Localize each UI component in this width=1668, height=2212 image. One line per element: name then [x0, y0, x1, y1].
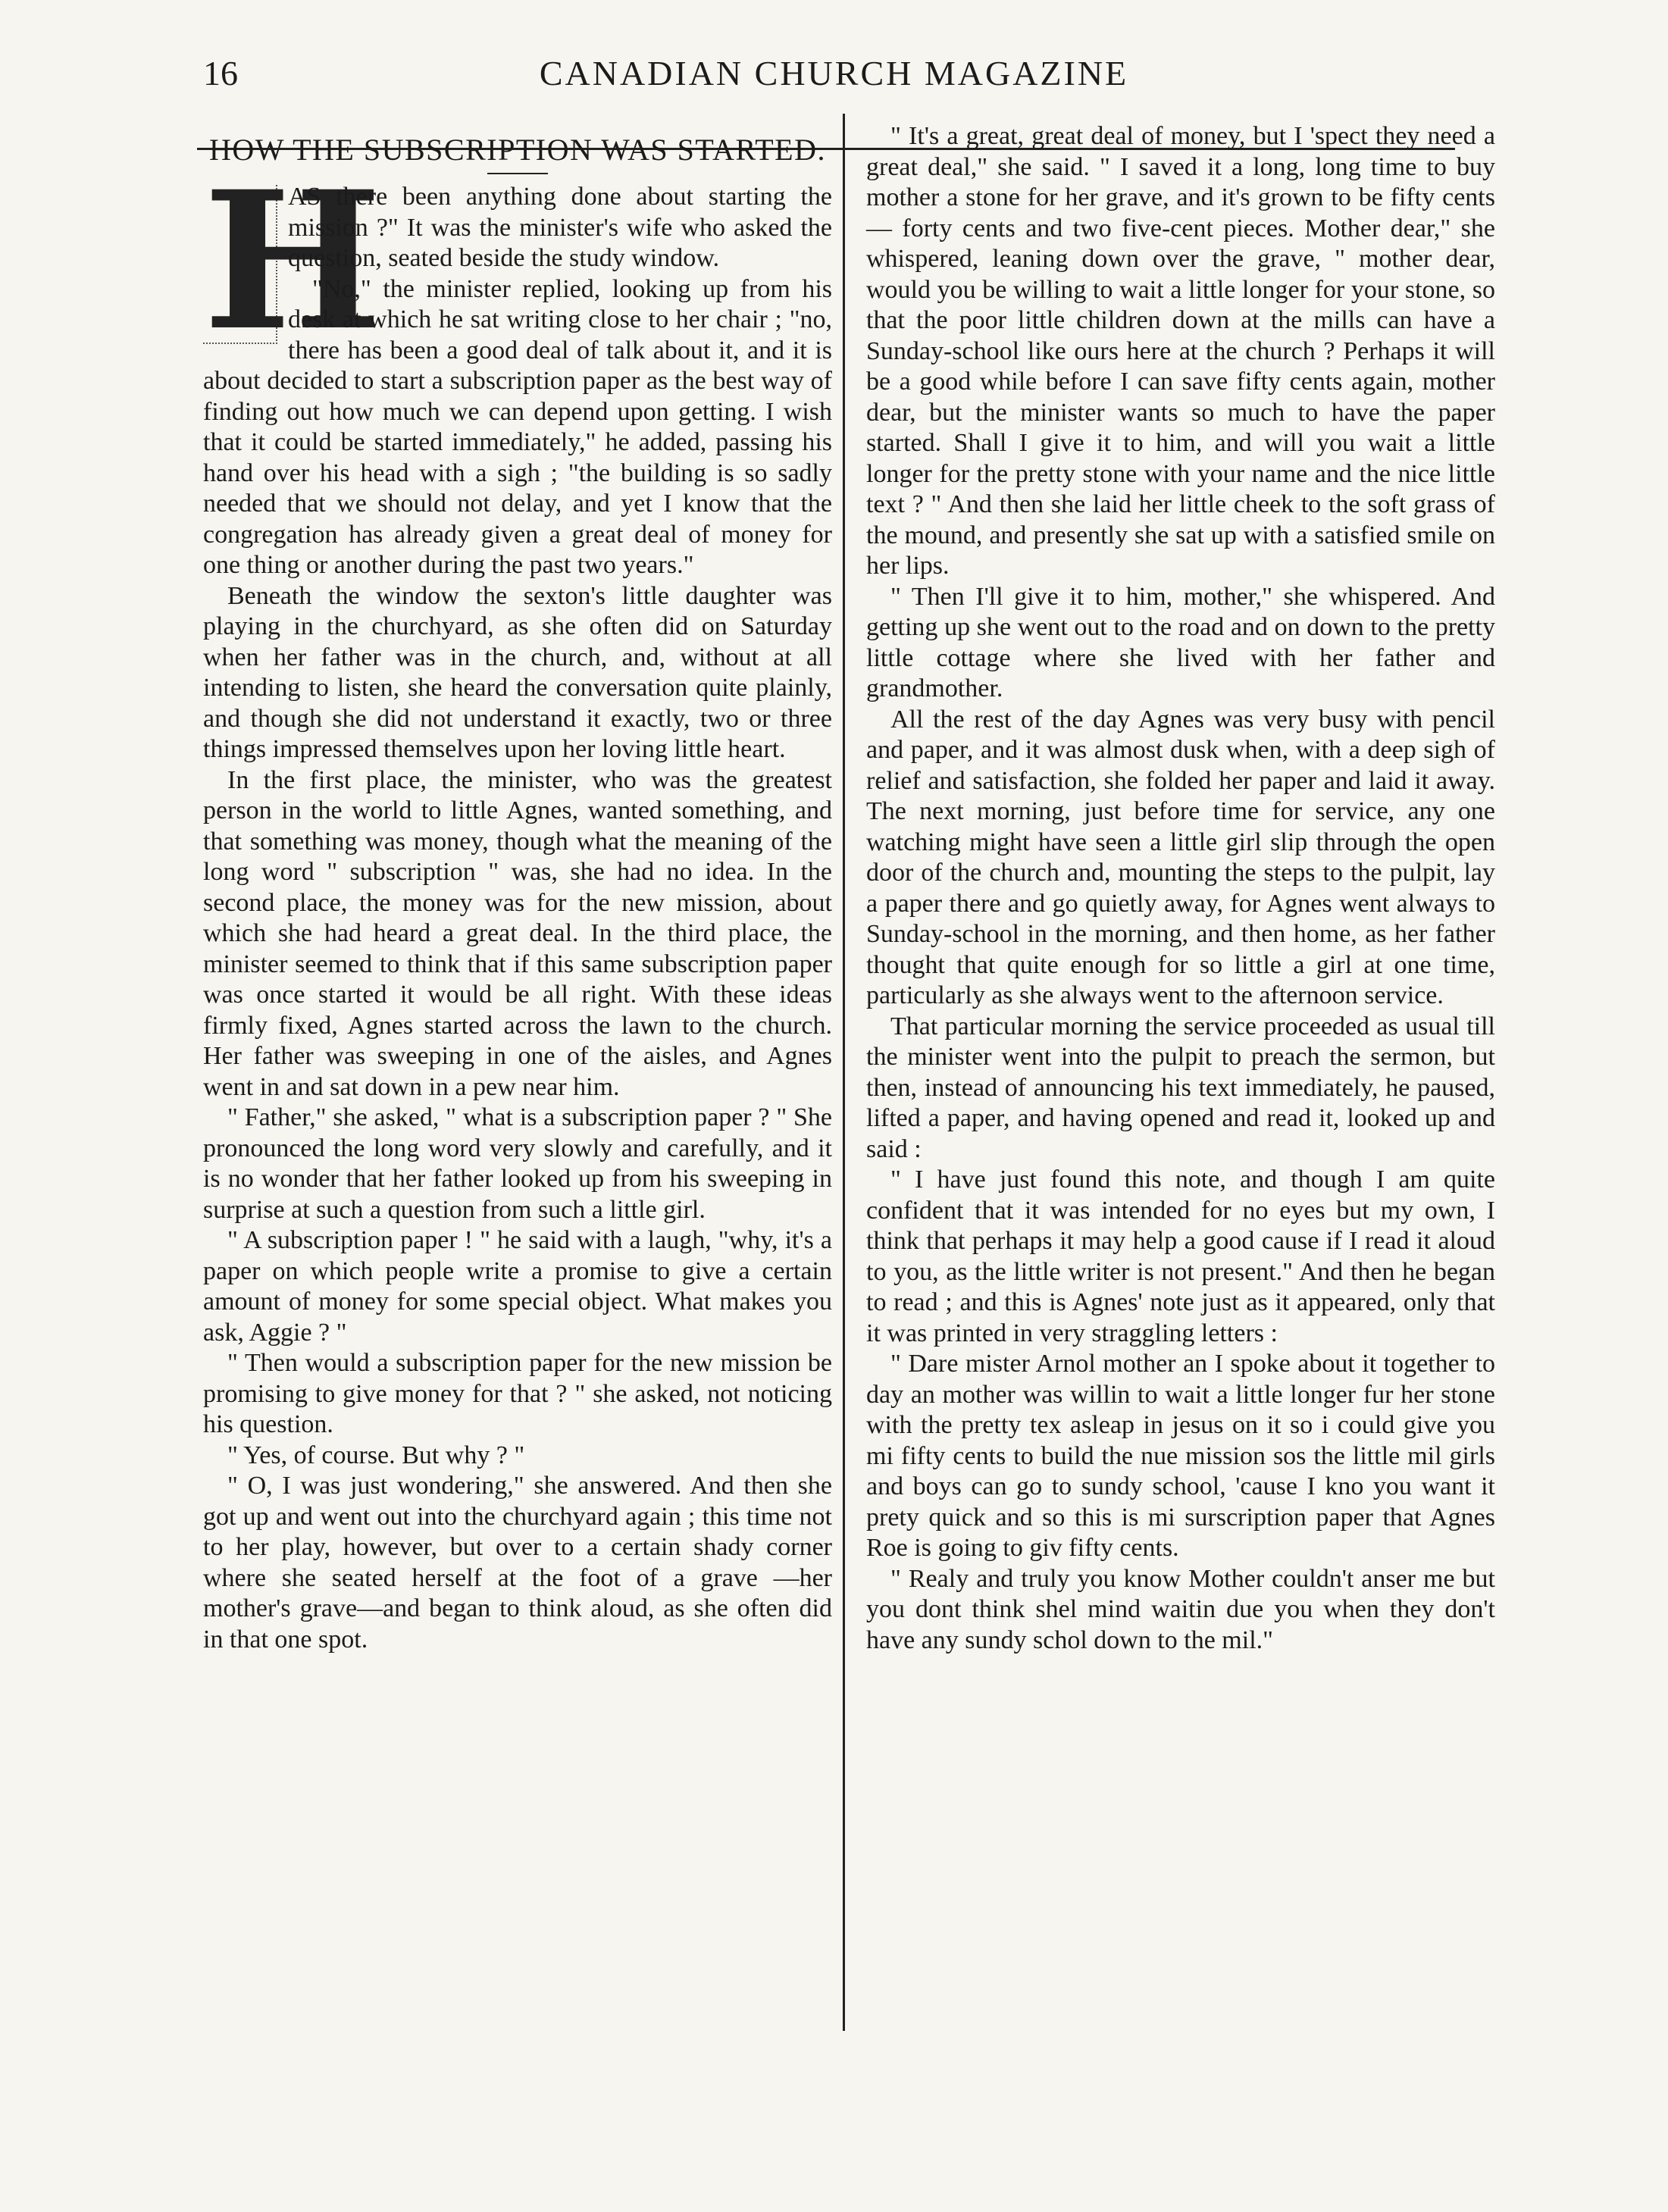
title-rule	[487, 173, 548, 174]
left-column	[203, 121, 832, 1655]
paragraph: All the rest of the day Agnes was very busy with pencil and paper, and it was almost dusk when, with a deep sigh of relief and satisfaction, she folded her paper and laid it away. The next morning, just before time for service, any one watching might have seen a little girl slip through the open door of the church and, mounting the steps to the pulpit, lay a paper there and go quietly away, for Agnes went always to Sunday-school in the morning, and then home, as her father thought that quite enough for so little a girl at one time, particularly as she always went to the afternoon service.	[866, 705, 1495, 1009]
page-number: 16	[203, 54, 238, 92]
paragraph: " A subscription paper ! " he said with a laugh, "why, it's a paper on which people write a promise to give a certain amount of money for some special object. What makes you ask, Aggie ? "	[203, 1226, 832, 1347]
paragraph: " I have just found this note, and though I am quite confident that it was intended for no eyes but my own, I think that perhaps it may help a good cause if I read it aloud to you, as the little writer is not present." And then he began to read ; and this is Agnes' note just as it appeared, only that it was printed in very straggling letters :	[866, 1165, 1495, 1347]
paragraph: " Then would a subscription paper for the new mission be promising to give money for that ? " she asked, not noticing his question.	[203, 1349, 832, 1438]
paragraph: " Yes, of course. But why ? "	[227, 1441, 525, 1469]
paragraph: " It's a great, great deal of money, but I 'spect they need a great deal," she said. " I saved it a long, long time to buy mother a stone for her grave, and it's grown to be fifty cents— forty cents and two five-cent pieces. Mother dear," she whispered, leaning down over the grave, " mother dear, would you be willing to wait a little longer for your stone, so that the poor little children down at the mills can have a Sunday-school like ours here at the church ? Perhaps it will be a good while before I can save fifty cents again, mother dear, but the minister wants so much to have the paper started. Shall I give it to him, and will you wait a little longer for the pretty stone with your name and the nice little text ? " And then she laid her little cheek to the soft grass of the mound, and presently she sat up with a satisfied smile on her lips.	[866, 122, 1495, 580]
paragraph: In the first place, the minister, who was the greatest person in the world to little Agnes, wanted something, and that something was money, though what the meaning of the long word " subscription " was, she had no idea. In the second place, the money was for the new mission, about which she had heard a great deal. In the third place, the minister seemed to think that if this same subscription paper was once started it would be all right. With these ideas firmly fixed, Agnes started across the lawn to the church. Her father was sweeping in one of the aisles, and Agnes went in and sat down in a pew near him.	[203, 765, 832, 1101]
drop-cap-initial: H	[203, 149, 383, 372]
paragraph: That particular morning the service proceeded as usual till the minister went into the pulpit to preach the sermon, but then, instead of announcing his text immediately, he paused, lifted a paper, and having opened and read it, looked up and said :	[866, 1012, 1495, 1163]
column-divider	[843, 114, 845, 2031]
running-title: CANADIAN CHURCH MAGAZINE	[539, 54, 1129, 92]
right-column	[866, 121, 1495, 1656]
page-header	[0, 45, 1668, 106]
paragraph: AS there been anything done about starting the mission ?" It was the minister's wife who asked the question, seated beside the study window.	[288, 183, 832, 272]
paragraph: " Father," she asked, " what is a subscription paper ? " She pronounced the long word very slowly and carefully, and it is no wonder that her father looked up from his sweeping in surprise at such a question from such a little girl.	[203, 1103, 832, 1224]
paragraph: " Realy and truly you know Mother couldn't anser me but you dont think shel mind waitin due you when they don't have any sundy schol down to the mil."	[866, 1564, 1495, 1654]
paragraph: " Dare mister Arnol mother an I spoke about it together to day an mother was willin to wait a little longer fur her stone with the pretty tex asleap in jesus on it so i could give you mi fifty cents to build the nue mission sos the little mil girls and boys can go to sundy school, 'cause I kno you want it prety quick and so this is mi surscription paper that Agnes Roe is going to giv fifty cents.	[866, 1350, 1495, 1562]
paragraph: " Then I'll give it to him, mother," she whispered. And getting up she went out to the road and on down to the pretty little cottage where she lived with her father and grandmother.	[866, 582, 1495, 702]
paragraph: "No," the minister replied, looking up from his desk at which he sat writing close to her chair ; "no, there has been a good deal of talk about it, and it is about decided to start a subscription paper as the best way of finding out how much we can depend upon getting. I wish that it could be started immediately," he added, passing his hand over his head with a sigh ; "the building is so sadly needed that we should not delay, and yet I know that the congregation has already given a great deal of money for one thing or another during the past two years."	[203, 274, 832, 579]
paragraph: Beneath the window the sexton's little daughter was playing in the churchyard, as she often did on Saturday when her father was in the church, and, without at all intending to listen, she heard the conversation quite plainly, and though she did not understand it exactly, two or three things impressed themselves upon her loving little heart.	[203, 581, 832, 763]
article-title: HOW THE SUBSCRIPTION WAS STARTED.	[209, 133, 826, 167]
paragraph: " O, I was just wondering," she answered. And then she got up and went out into the churchyard again ; this time not to her play, however, but over to a certain shady corner where she seated herself at the foot of a grave —her mother's grave—and began to think aloud, as she often did in that one spot.	[203, 1472, 832, 1654]
